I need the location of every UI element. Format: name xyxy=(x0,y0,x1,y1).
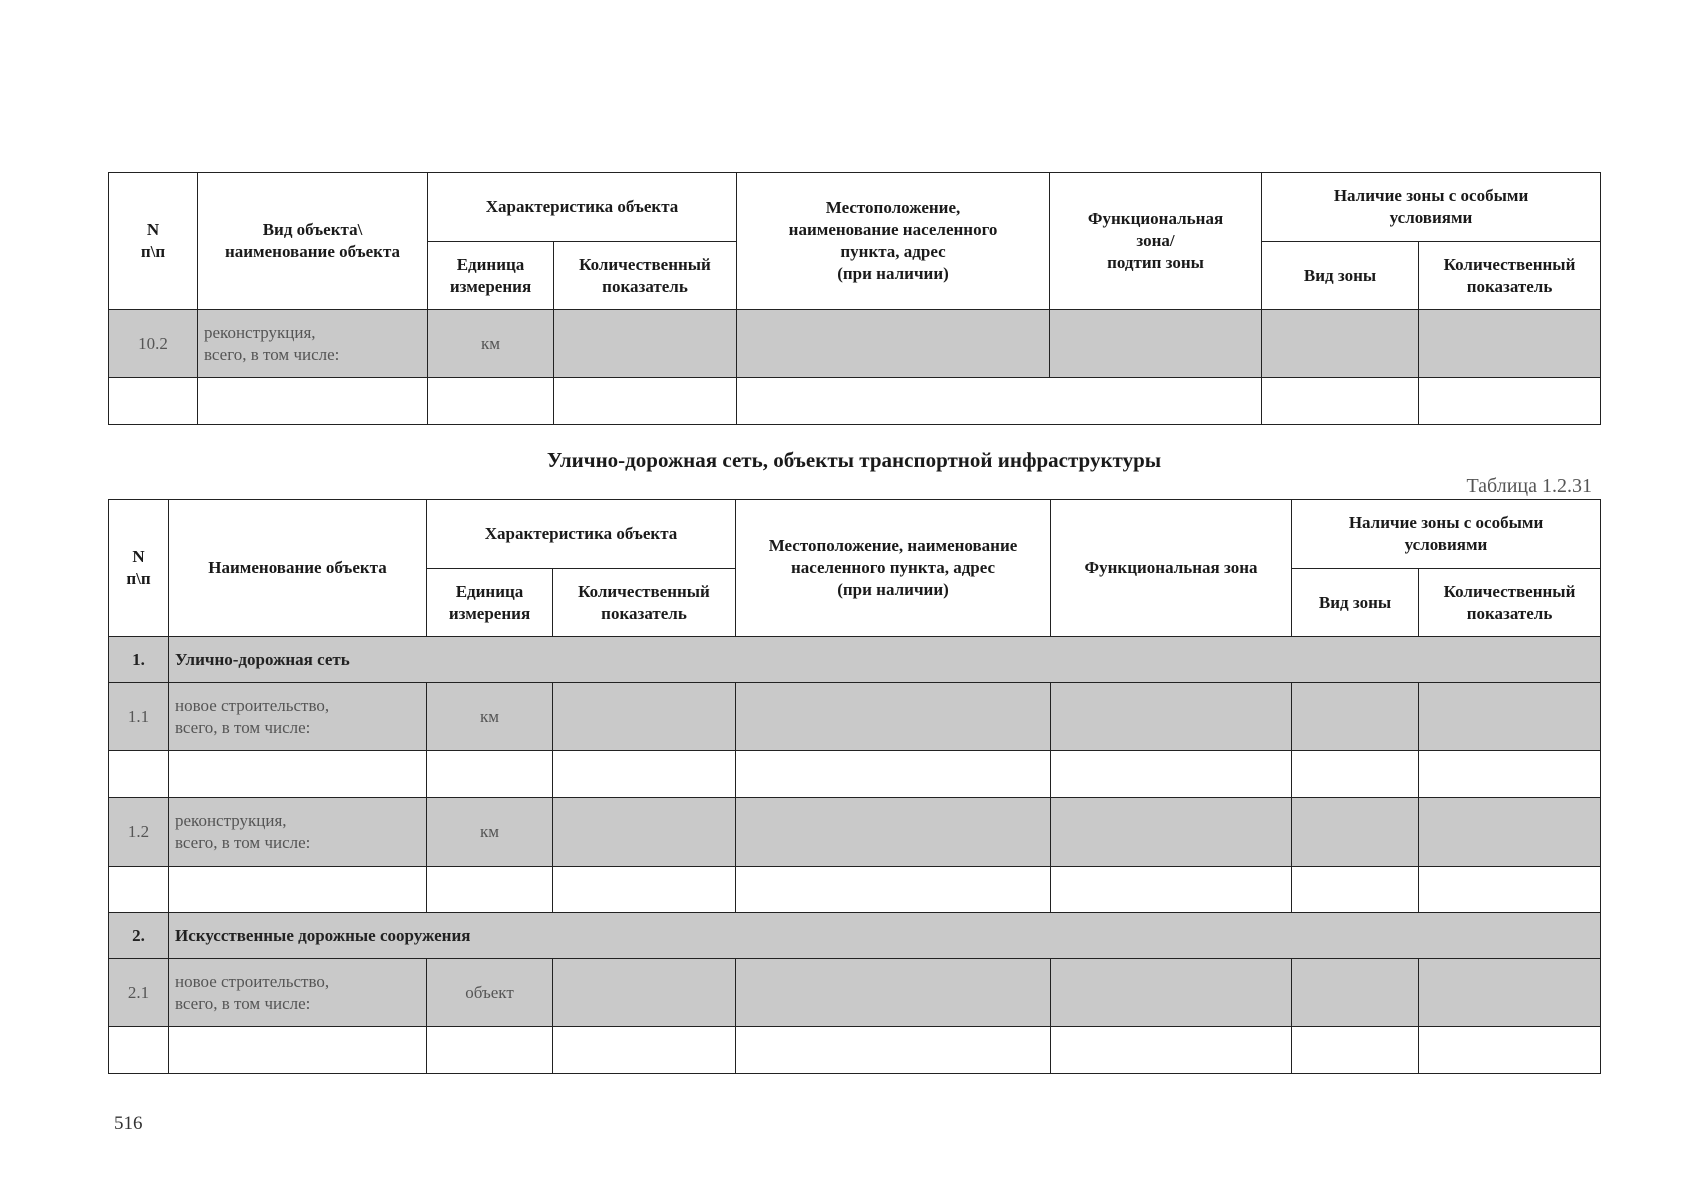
table-row xyxy=(109,959,1601,1027)
table-number: Таблица 1.2.31 xyxy=(1466,475,1592,497)
header-functional-zone: Функциональная зона/ подтип зоны xyxy=(1050,173,1262,310)
row-location xyxy=(737,310,1050,378)
row-zone xyxy=(1050,310,1262,378)
row-unit: объект xyxy=(427,959,553,1027)
section-num: 2. xyxy=(109,913,169,959)
header-special-zone: Наличие зоны с особыми условиями xyxy=(1292,500,1601,569)
table-row-empty xyxy=(109,1027,1601,1074)
header-zone-quantity: Количественный показатель xyxy=(1419,569,1601,637)
section-num: 1. xyxy=(109,637,169,683)
row-num: 1.1 xyxy=(109,683,169,751)
table-row-empty xyxy=(109,751,1601,798)
header-zone-type: Вид зоны xyxy=(1262,242,1419,310)
row-unit: км xyxy=(427,683,553,751)
section-title: Искусственные дорожные сооружения xyxy=(169,913,1601,959)
row-quantity xyxy=(554,310,737,378)
row-unit: км xyxy=(428,310,554,378)
row-zone-type xyxy=(1262,310,1419,378)
header-quantity: Количественный показатель xyxy=(553,569,736,637)
table-row xyxy=(109,310,1601,378)
row-name: реконструкция, всего, в том числе: xyxy=(169,798,427,867)
table-row-empty xyxy=(109,867,1601,913)
page-number: 516 xyxy=(114,1113,143,1134)
header-num: N п\п xyxy=(109,500,169,637)
road-network-table xyxy=(108,499,1601,1074)
row-num: 1.2 xyxy=(109,798,169,867)
row-num: 10.2 xyxy=(109,310,198,378)
header-special-zone: Наличие зоны с особыми условиями xyxy=(1262,173,1601,242)
header-unit: Единица измерения xyxy=(428,242,554,310)
header-unit: Единица измерения xyxy=(427,569,553,637)
header-functional-zone: Функциональная зона xyxy=(1051,500,1292,637)
row-unit: км xyxy=(427,798,553,867)
header-object-name: Наименование объекта xyxy=(169,500,427,637)
header-location: Местоположение, наименование населенного пункта, адрес (при наличии) xyxy=(736,500,1051,637)
section-title: Улично-дорожная сеть xyxy=(169,637,1601,683)
table-row xyxy=(109,683,1601,751)
row-num: 2.1 xyxy=(109,959,169,1027)
row-zone-quantity xyxy=(1419,310,1601,378)
objects-table-top xyxy=(108,172,1601,425)
header-characteristic: Характеристика объекта xyxy=(428,173,737,242)
section-row xyxy=(109,637,1601,683)
table-row xyxy=(109,798,1601,867)
section-row xyxy=(109,913,1601,959)
header-object-type: Вид объекта\ наименование объекта xyxy=(198,173,428,310)
row-name: новое строительство, всего, в том числе: xyxy=(169,683,427,751)
header-characteristic: Характеристика объекта xyxy=(427,500,736,569)
table-caption: Улично-дорожная сеть, объекты транспортной инфраструктуры xyxy=(546,448,1162,472)
row-name: новое строительство, всего, в том числе: xyxy=(169,959,427,1027)
header-zone-quantity: Количественный показатель xyxy=(1419,242,1601,310)
table-row-empty xyxy=(109,378,1601,425)
header-num: N п\п xyxy=(109,173,198,310)
header-zone-type: Вид зоны xyxy=(1292,569,1419,637)
header-location: Местоположение, наименование населенного пункта, адрес (при наличии) xyxy=(737,173,1050,310)
row-name: реконструкция, всего, в том числе: xyxy=(198,310,428,378)
header-quantity: Количественный показатель xyxy=(554,242,737,310)
